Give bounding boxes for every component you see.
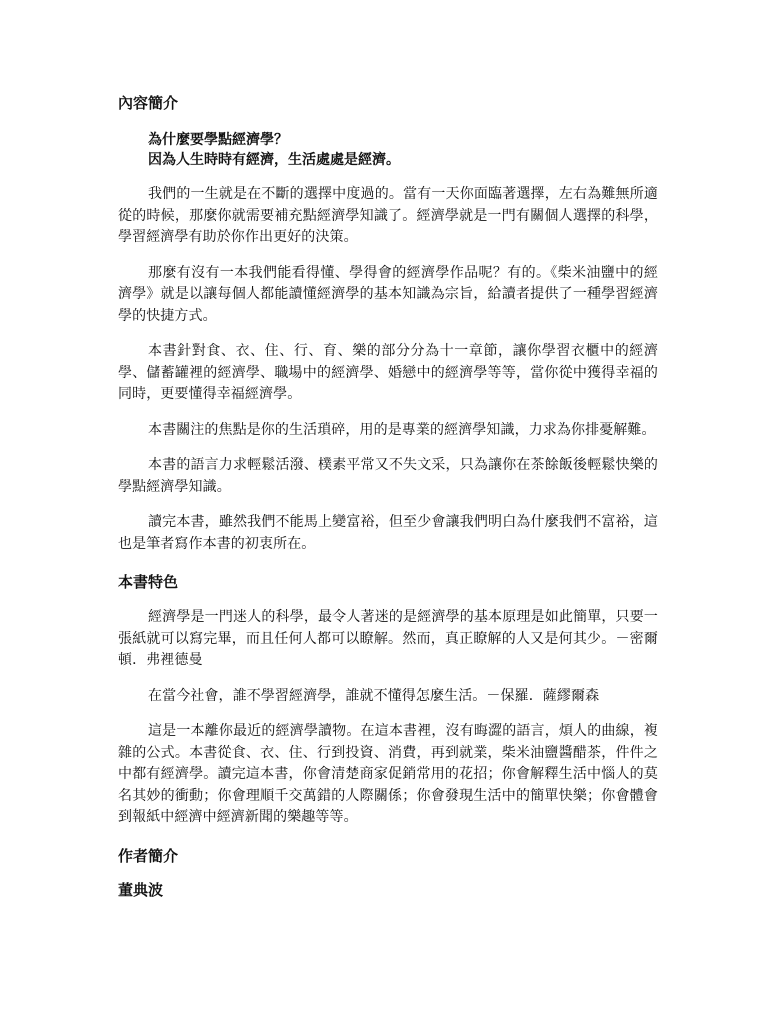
- section-heading-features: 本書特色: [118, 573, 179, 591]
- section-heading-intro: 內容簡介: [118, 94, 179, 112]
- features-paragraph-2: 在當今社會，誰不學習經濟學，誰就不懂得怎麼生活。－保羅．薩繆爾森: [148, 687, 600, 704]
- intro-paragraph-6: 讀完本書，雖然我們不能馬上變富裕，但至少會讓我們明白為什麼我們不富裕，這也是筆者寫作本書的初衷所在。: [118, 514, 658, 552]
- intro-paragraph-1: 我們的一生就是在不斷的選擇中度過的。當有一天你面臨著選擇，左右為難無所適從的時候，那麼你就需要補充點經濟學知識了。經濟學就是一門有關個人選擇的科學，學習經濟學有助於你作出更好的決策。: [118, 186, 658, 245]
- intro-paragraph-4: 本書關注的焦點是你的生活瑣碎，用的是專業的經濟學知識，力求為你排憂解難。: [148, 421, 656, 438]
- lead-question-block: [118, 130, 658, 170]
- section-heading-author: 作者簡介: [118, 846, 179, 865]
- lead-line-2: 因為人生時時有經濟，生活處處是經濟。: [148, 152, 400, 168]
- document-page: [118, 92, 658, 901]
- intro-paragraph-3: 本書針對食、衣、住、行、育、樂的部分分為十一章節，讓你學習衣櫃中的經濟學、儲蓄罐裡的經濟學、職場中的經濟學、婚戀中的經濟學等等，當你從中獲得幸福的同時，更要懂得幸福經濟學。: [118, 343, 658, 402]
- intro-paragraph-5: 本書的語言力求輕鬆活潑、樸素平常又不失文采，只為讓你在茶餘飯後輕鬆快樂的學點經濟學知識。: [118, 457, 658, 495]
- intro-paragraph-2: 那麼有沒有一本我們能看得懂、學得會的經濟學作品呢？有的。《柴米油鹽中的經濟學》就是以讓每個人都能讀懂經濟學的基本知識為宗旨，給讀者提供了一種學習經濟學的快捷方式。: [118, 264, 658, 324]
- author-name: 董典波: [118, 880, 164, 899]
- lead-line-1: 為什麼要學點經濟學？: [148, 132, 288, 148]
- features-paragraph-1: 經濟學是一門迷人的科學，最令人著迷的是經濟學的基本原理是如此簡單，只要一張紙就可以寫完畢，而且任何人都可以瞭解。然而，真正瞭解的人又是何其少。－密爾頓．弗裡德曼: [118, 609, 658, 668]
- features-paragraph-3: 這是一本離你最近的經濟學讀物。在這本書裡，沒有晦澀的語言，煩人的曲線，複雜的公式。本書從食、衣、住、行到投資、消費，再到就業，柴米油鹽醬醋茶，件件之中都有經濟學。讀完這本書，你會清楚商家促銷常用的花招；你會解釋生活中惱人的莫名其妙的衝動；你會理順千交萬錯的人際關係；你會發現生活中的簡單快樂；你會體會到報紙中經濟中經濟新聞的樂趣等等。: [118, 723, 658, 825]
